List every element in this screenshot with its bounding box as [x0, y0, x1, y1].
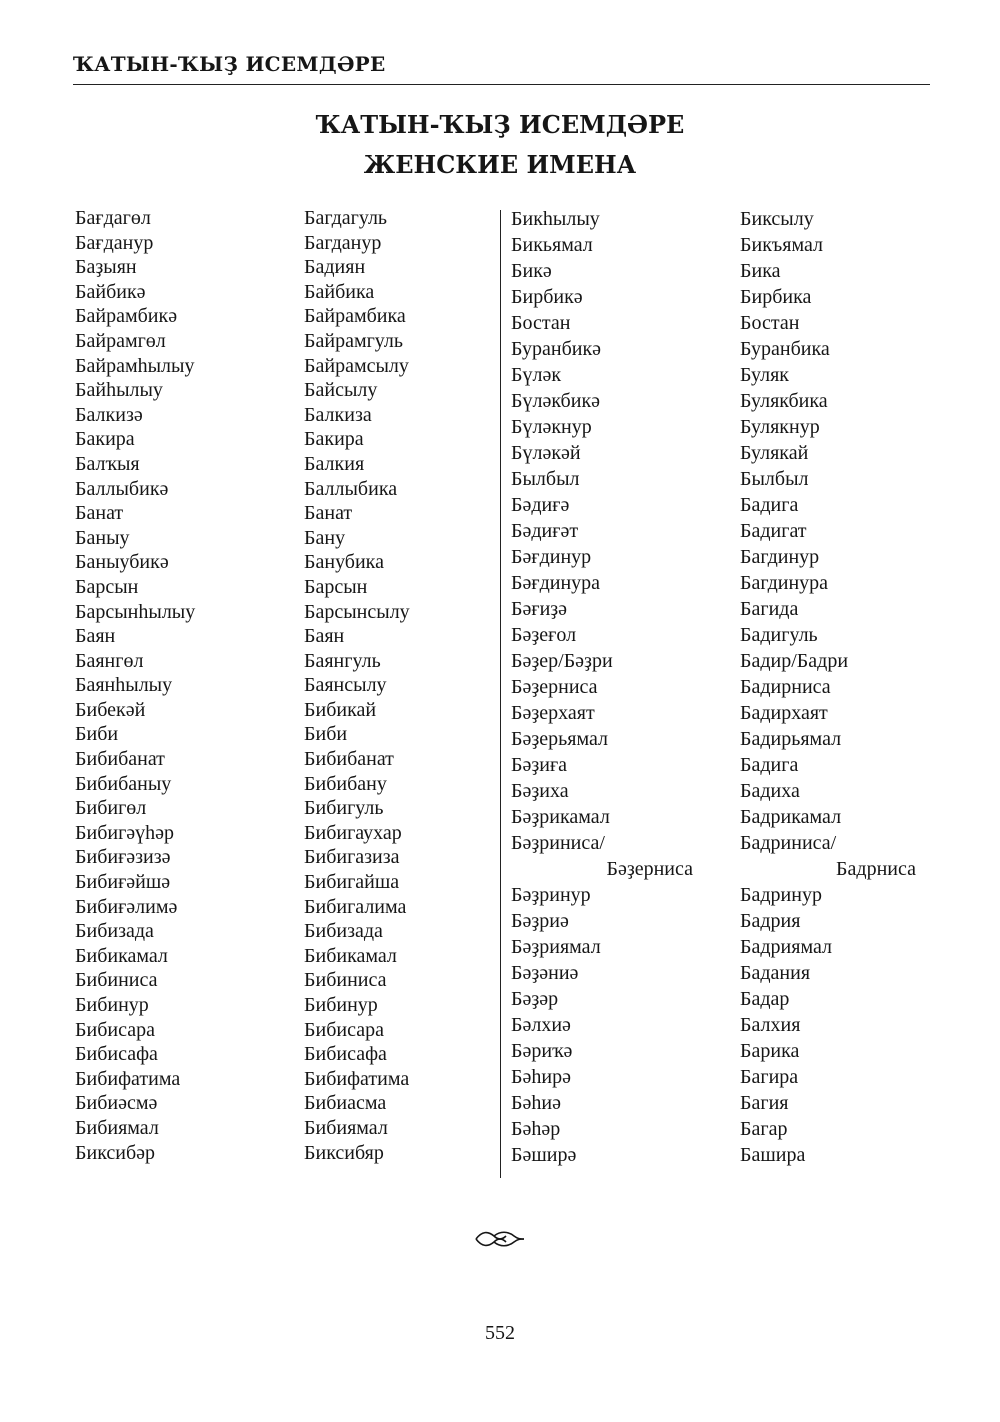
name-entry: Бәҙәр [511, 988, 559, 1010]
name-entry: Бадриниса/ [740, 832, 837, 854]
name-entry: Бибекәй [75, 698, 146, 721]
name-entry: Бибиәсмә [75, 1092, 158, 1115]
name-entry: Бибизада [75, 920, 154, 943]
name-entry: Биби [75, 723, 119, 746]
name-entry: Байрамсылу [304, 354, 409, 377]
name-entry: Бәдиғә [511, 494, 570, 516]
name-entry: Бакира [75, 428, 135, 451]
names-column-russian-left [304, 206, 410, 1165]
name-entry: Банубика [304, 551, 384, 574]
names-column-bashkir-left [75, 206, 195, 1165]
name-entry: Багида [740, 598, 799, 620]
page-subtitle: ЖЕНСКИЕ ИМЕНА [363, 150, 637, 179]
name-entry: Багира [740, 1066, 799, 1088]
name-entry: Бикһылыу [511, 208, 600, 230]
name-entry: Барсынсылу [304, 600, 410, 623]
name-entry: Байһылыу [75, 379, 163, 402]
name-entry: Бибиниса [75, 969, 158, 992]
name-entry: Бәҙриә [511, 910, 569, 932]
name-entry: Баҙыян [75, 256, 137, 279]
name-entry: Бибигуль [304, 797, 384, 820]
name-entry: Багдинур [740, 546, 820, 568]
name-entry: Багдагуль [304, 207, 388, 229]
name-entry: Барсынһылыу [75, 600, 196, 623]
name-entry: Бибифатима [75, 1067, 181, 1090]
running-header: ҠАТЫН-ҠЫҘ ИСЕМДӘРЕ [73, 52, 386, 76]
name-entry: Бәҙрикамал [511, 806, 610, 828]
name-entry: Бибизада [304, 920, 383, 943]
name-entry: Бадига [740, 754, 799, 776]
name-entry: Бадрикамал [740, 806, 842, 828]
name-entry: Бәҙринур [511, 884, 591, 906]
name-entry: Багданур [304, 231, 382, 254]
name-entry: Бүләкнур [511, 416, 592, 438]
name-entry: Бәҙерниса [511, 676, 598, 698]
name-entry: Бадания [740, 962, 811, 984]
name-entry: Бадигуль [740, 624, 818, 646]
name-entry: Бадиха [740, 780, 800, 802]
name-entry: Бибиғәзизә [75, 846, 171, 869]
name-entry: Биксылу [740, 208, 814, 230]
name-entry: Бадиян [304, 256, 366, 279]
name-entry: Былбыл [511, 468, 580, 490]
name-entry: Бибиямал [304, 1116, 388, 1139]
name-entry: Бибигөл [75, 797, 147, 820]
name-entry: Баянһылыу [75, 674, 173, 697]
name-entry: Бибибанат [304, 748, 394, 771]
name-entry: Бәҙриямал [511, 936, 601, 958]
name-entry: Бәҙриниса/ [511, 832, 605, 854]
ornament-icon [474, 1228, 526, 1254]
name-entry: Бәҙәниә [511, 962, 579, 984]
name-entry: Бибигаухар [304, 821, 402, 844]
name-entry: Балҡыя [75, 452, 140, 475]
name-entry: Бика [740, 260, 781, 282]
column-divider [500, 210, 501, 1178]
name-entry: Багар [740, 1118, 788, 1140]
name-entry: Бадрия [740, 910, 801, 932]
name-entry: Баллыбикә [75, 477, 169, 500]
name-entry: Булякнур [740, 416, 820, 438]
name-entry: Бибикамал [75, 944, 168, 967]
name-entry: Буранбикә [511, 338, 602, 360]
name-entry: Буранбика [740, 338, 830, 360]
name-entry: Бәдиғәт [511, 520, 579, 542]
name-entry: Бадига [740, 494, 799, 516]
name-entry: Бәҙерьямал [511, 728, 609, 750]
name-entry: Бибигайша [304, 871, 400, 894]
name-entry: Бәһәр [511, 1118, 561, 1140]
name-entry: Бәлхиә [511, 1014, 571, 1036]
name-entry: Бибиасма [304, 1092, 387, 1115]
name-entry: Бәҙеғол [511, 624, 577, 646]
name-entry: Банат [75, 502, 124, 525]
name-entry: Байсылу [304, 379, 378, 402]
name-entry: Бадирниса [740, 676, 831, 698]
name-entry: Биксибяр [304, 1141, 384, 1164]
name-entry: Балкиза [304, 403, 372, 426]
name-entry: Бану [304, 526, 346, 549]
name-entry: Бибинур [75, 994, 149, 1016]
name-entry: Бәширә [511, 1144, 577, 1166]
name-entry: Байбикә [75, 280, 146, 303]
name-entry: Бибикамал [304, 944, 397, 967]
name-entry: Бибигәүһәр [75, 821, 175, 844]
name-entry: Бибибанат [75, 748, 165, 771]
name-entry: Бүләкәй [511, 442, 581, 464]
name-entry: Бәҙерниса [606, 858, 693, 880]
name-entry: Баянгөл [75, 649, 144, 672]
name-entry: Бибибаныу [75, 772, 172, 795]
name-entry: Бағдагөл [75, 207, 151, 229]
name-entry: Бостан [511, 312, 571, 334]
name-entry: Бибикай [304, 698, 377, 721]
name-entry: Бибисафа [75, 1043, 158, 1066]
name-entry: Баян [75, 625, 116, 648]
name-entry: Барика [740, 1040, 800, 1062]
name-entry: Биби [304, 723, 348, 746]
name-entry: Бәҙиға [511, 754, 568, 776]
name-entry: Бағданур [75, 231, 154, 254]
name-entry: Бирбика [740, 286, 812, 308]
name-entry: Бадирхаят [740, 702, 828, 724]
name-entry: Бибисара [75, 1018, 155, 1041]
name-entry: Бәһиә [511, 1092, 561, 1114]
name-entry: Бадар [740, 988, 790, 1010]
names-column-bashkir-right [511, 206, 693, 1168]
name-entry: Бибисафа [304, 1043, 387, 1066]
name-entry: Банат [304, 502, 353, 525]
name-entry: Байрамбикә [75, 305, 178, 328]
name-entry: Бәҙиха [511, 780, 569, 802]
names-column-russian-right [740, 206, 916, 1168]
name-entry: Бирбикә [511, 286, 583, 308]
name-entry: Бәриҡә [511, 1040, 573, 1062]
page-number: 552 [485, 1322, 515, 1344]
name-entry: Балкия [304, 452, 365, 475]
name-entry: Баныубикә [75, 551, 169, 574]
name-entry: Буляк [740, 364, 790, 386]
name-entry: Бибиниса [304, 969, 387, 992]
name-entry: Бибифатима [304, 1067, 410, 1090]
name-entry: Бадирьямал [740, 728, 842, 750]
name-entry: Биксибәр [75, 1141, 156, 1164]
name-entry: Булякбика [740, 390, 828, 412]
name-entry: Барсын [304, 575, 368, 598]
name-entry: Бәғиҙә [511, 598, 568, 620]
name-entry: Бикә [511, 260, 552, 282]
name-entry: Бадриямал [740, 936, 832, 958]
name-entry: Байбика [304, 280, 375, 303]
name-entry: Барсын [75, 575, 139, 598]
name-entry: Багия [740, 1092, 789, 1114]
name-entry: Бибиғәйшә [75, 871, 171, 894]
name-entry: Бүләкбикә [511, 390, 601, 412]
name-entry: Былбыл [740, 468, 809, 490]
name-entry: Бибиямал [75, 1116, 159, 1139]
name-entry: Бикъямал [740, 234, 823, 256]
name-entry: Бәһирә [511, 1066, 571, 1088]
name-entry: Башира [740, 1144, 806, 1166]
name-entry: Бибигалима [304, 895, 407, 918]
name-entry: Бибисара [304, 1018, 384, 1041]
name-entry: Балкизә [75, 403, 143, 426]
name-entry: Бибинур [304, 994, 378, 1016]
name-entry: Бадрниса [836, 858, 916, 880]
name-entry: Бадигат [740, 520, 807, 542]
name-entry: Баянсылу [304, 674, 387, 697]
name-entry: Баянгуль [304, 649, 381, 672]
header-rule [73, 84, 930, 85]
name-entry: Байрамһылыу [75, 354, 195, 377]
name-entry: Багдинура [740, 572, 829, 594]
name-entry: Баныу [75, 526, 130, 549]
page-title: ҠАТЫН-ҠЫҘ ИСЕМДӘРЕ [315, 110, 685, 139]
name-entry: Бәғдинура [511, 572, 601, 594]
name-entry: Бадринур [740, 884, 822, 906]
name-entry: Бәҙерхаят [511, 702, 595, 724]
name-entry: Байрамгөл [75, 329, 166, 352]
name-entry: Бәғдинур [511, 546, 592, 568]
name-entry: Бүләк [511, 364, 562, 386]
name-entry: Бостан [740, 312, 800, 334]
name-entry: Баян [304, 625, 345, 648]
name-entry: Баллыбика [304, 477, 398, 500]
name-entry: Балхия [740, 1014, 801, 1036]
name-entry: Бибиғәлимә [75, 895, 178, 918]
name-entry: Бәҙер/Бәҙри [511, 650, 613, 672]
name-entry: Байрамбика [304, 305, 406, 328]
name-entry: Бикьямал [511, 234, 593, 256]
name-entry: Бакира [304, 428, 364, 451]
name-entry: Бибигазиза [304, 846, 400, 869]
name-entry: Бибибану [304, 772, 387, 795]
name-entry: Булякай [740, 442, 809, 464]
name-entry: Байрамгуль [304, 329, 404, 352]
name-entry: Бадир/Бадри [740, 650, 849, 672]
